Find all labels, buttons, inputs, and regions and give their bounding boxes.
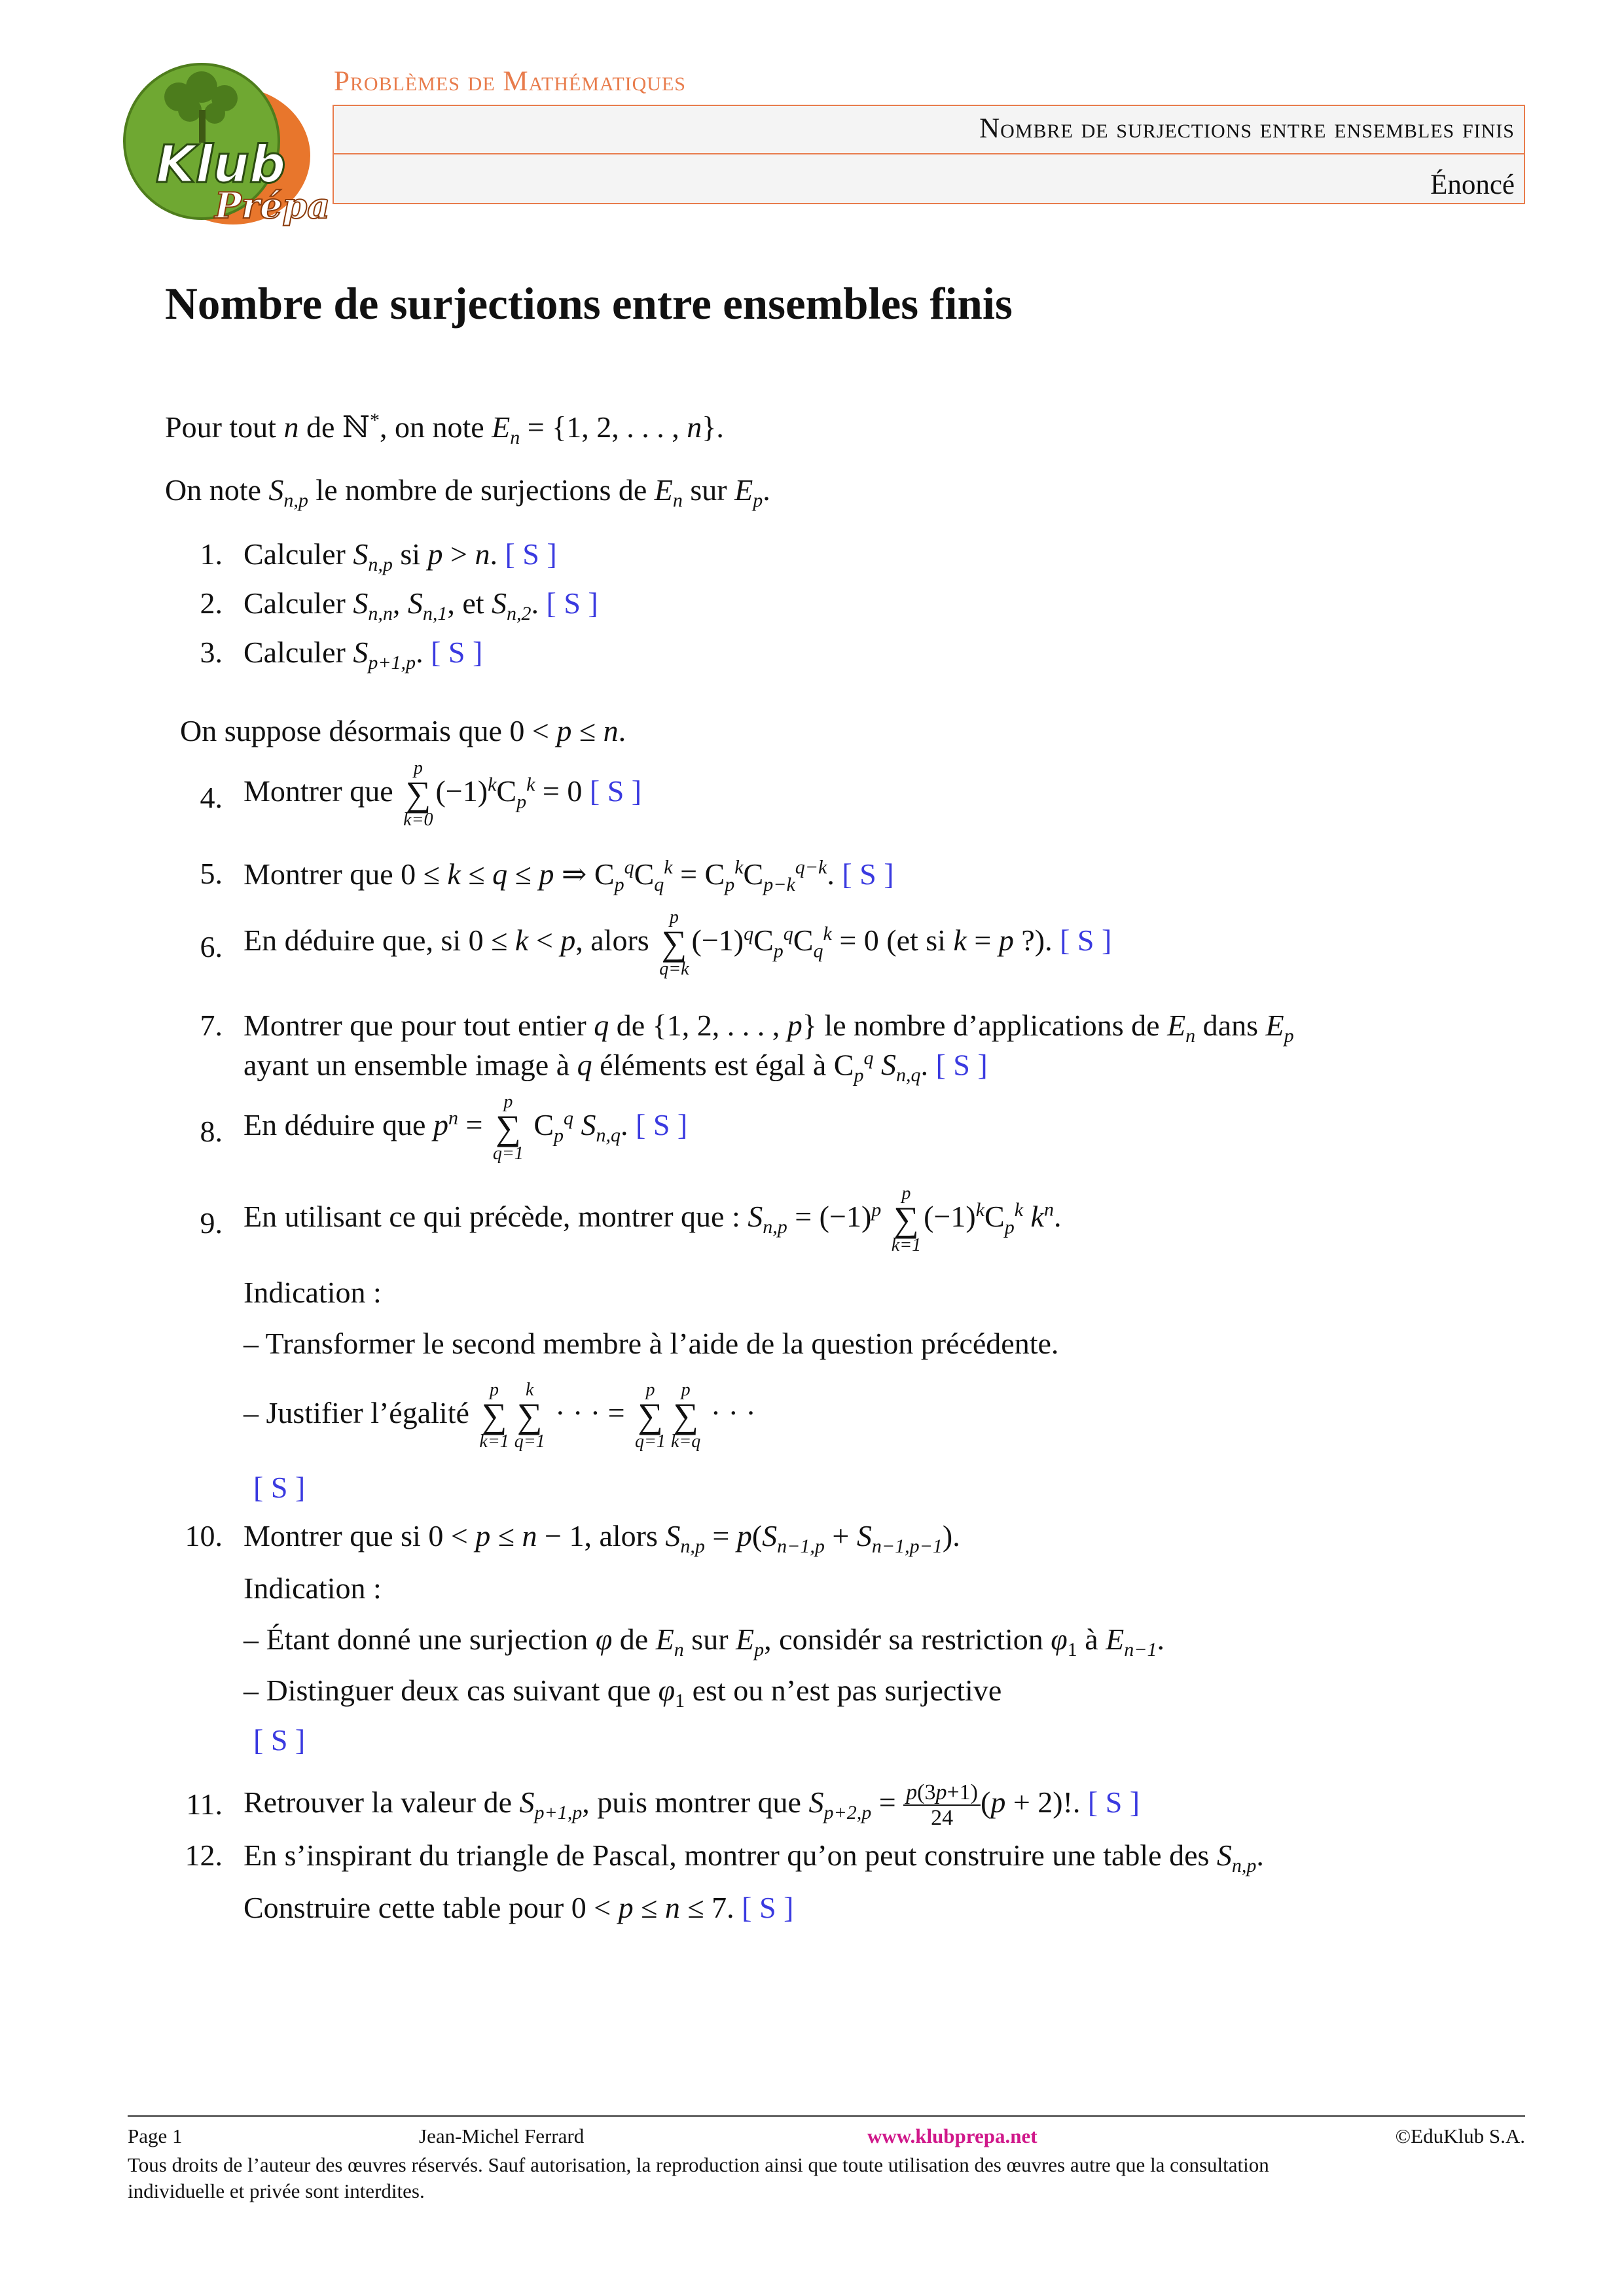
header-divider <box>334 153 1524 154</box>
item-number: 8. <box>200 1115 223 1148</box>
footer-divider <box>128 2115 1525 2117</box>
footer-rights-2: individuelle et privée sont interdites. <box>128 2179 425 2202</box>
item-8: En déduire que $p^n$ = p ∑ q=1 $C_p^q$ $S_{n,q}$. [ S ] <box>244 1092 688 1164</box>
hint9-label: Indication : <box>244 1276 382 1309</box>
item-number: 9. <box>200 1206 223 1240</box>
solution-link[interactable]: [ S ] <box>589 774 642 808</box>
item-1: Calculer $S_{n,p}$ si p > n. [ S ] <box>244 537 557 576</box>
solution-link[interactable]: [ S ] <box>253 1471 306 1504</box>
item-7a: Montrer que pour tout entier q de {1, 2, . . . , p} le nombre d’applications de $E_n$ dans $E_p$ <box>244 1009 1294 1047</box>
item-5: Montrer que 0 ≤ k ≤ q ≤ p ⇒ $C_p^qC_q^k = C_p^kC_{p-k}^{q-k}$. [ S ] <box>244 856 894 896</box>
solution-link[interactable]: [ S ] <box>1087 1785 1140 1819</box>
item-number: 6. <box>200 930 223 963</box>
header-box <box>333 105 1525 204</box>
footer-site-link[interactable]: www.klubprepa.net <box>867 2125 1038 2147</box>
item-12b: Construire cette table pour 0 < p ≤ n ≤ 7. [ S ] <box>244 1891 794 1924</box>
item-6: En déduire que, si 0 ≤ k < p, alors p ∑ q=k $(-1)^qC_p^qC_q^k = 0$ (et si k = p ?). [ S ] <box>244 907 1112 980</box>
intro-line-1: Pour tout n de ℕ*, on note $E_n = \{1$, 2, . . . , n}. <box>165 409 724 449</box>
svg-text:Klub: Klub <box>156 135 286 194</box>
item-10: Montrer que si 0 < p ≤ n − 1, alors $S_{n,p} = p(S_{n-1,p} + S_{n-1,p-1})$. <box>244 1519 960 1558</box>
footer-rights-1: Tous droits de l’auteur des œuvres réservés. Sauf autorisation, la reproduction ainsi que toute utilisation des œuvres autre que la consultation <box>128 2153 1269 2176</box>
item-3: Calculer $S_{p+1,p}$. [ S ] <box>244 636 483 674</box>
header-subtitle: Nombre de surjections entre ensembles finis <box>979 113 1515 144</box>
svg-text:Prépa: Prépa <box>215 185 331 226</box>
hint9-b: – Justifier l’égalité p ∑ k=1 k ∑ q=1 · · · = p ∑ q=1 p ∑ k=q · · · <box>244 1380 756 1452</box>
item-4: Montrer que p ∑ k=0 $(-1)^kC_p^k = 0$ [ S ] <box>244 758 642 831</box>
header-series: Problèmes de Mathématiques <box>334 66 686 97</box>
item-number: 11. <box>186 1787 223 1821</box>
footer-author: Jean-Michel Ferrard <box>419 2125 585 2147</box>
intro-line-2: On note $S_{n,p}$ le nombre de surjections de $E_n$ sur $E_p$. <box>165 473 770 512</box>
item-number: 3. <box>200 636 223 669</box>
hint10-a: – Étant donné une surjection φ de $E_n$ sur $E_p$, considér sa restriction $\varphi_1$ à $E_{n-1}$. <box>244 1623 1165 1661</box>
solution-link[interactable]: [ S ] <box>431 636 483 669</box>
hint10-label: Indication : <box>244 1571 382 1605</box>
footer-page: Page 1 <box>128 2125 183 2147</box>
item-7b: ayant un ensemble image à q éléments est égal à $C_p^q$ $S_{n,q}$. [ S ] <box>244 1047 988 1086</box>
item-number: 1. <box>200 537 223 571</box>
solution-link[interactable]: [ S ] <box>253 1723 306 1757</box>
solution-link[interactable]: [ S ] <box>742 1891 794 1924</box>
item-number: 7. <box>200 1009 223 1042</box>
footer-copyright: ©EduKlub S.A. <box>1395 2125 1525 2147</box>
solution-link[interactable]: [ S ] <box>636 1108 688 1142</box>
solution-link[interactable]: [ S ] <box>1060 924 1112 958</box>
item-number: 4. <box>200 781 223 814</box>
hint9-a: – Transformer le second membre à l’aide de la question précédente. <box>244 1327 1059 1360</box>
page-title: Nombre de surjections entre ensembles finis <box>165 279 1013 329</box>
solution-link[interactable]: [ S ] <box>842 857 894 891</box>
solution-link[interactable]: [ S ] <box>546 586 598 620</box>
item-number: 5. <box>200 857 223 890</box>
item-number: 2. <box>200 586 223 620</box>
item-2: Calculer $S_{n,n}$, $S_{n,1}$, et $S_{n,2}$. [ S ] <box>244 586 598 625</box>
item-11: Retrouver la valeur de $S_{p+1,p}$, puis montrer que $S_{p+2,p}$ = $\frac{p(3p+1)}{24}$ (p + 2)!. [ S ] <box>244 1780 1140 1831</box>
item-number: 10. <box>185 1519 223 1552</box>
hint9-b-text: – Justifier l’égalité <box>244 1396 469 1430</box>
klubprepa-logo <box>117 58 331 226</box>
item-9: En utilisant ce qui précède, montrer que : $S_{n,p} = (-1)^p$ p ∑ k=1 $(-1)^kC_p^k$ $k^n$. <box>244 1183 1062 1256</box>
solution-link[interactable]: [ S ] <box>505 537 557 571</box>
item-number: 12. <box>185 1839 223 1872</box>
header-section: Énoncé <box>1430 170 1515 200</box>
assumption: On suppose désormais que 0 < p ≤ n. <box>180 714 626 747</box>
item-12a: En s’inspirant du triangle de Pascal, montrer qu’on peut construire une table des $S_{n,p}$. <box>244 1839 1264 1877</box>
solution-link[interactable]: [ S ] <box>935 1048 988 1082</box>
hint10-b: – Distinguer deux cas suivant que $\varphi_1$ est ou n’est pas surjective <box>244 1674 1002 1712</box>
